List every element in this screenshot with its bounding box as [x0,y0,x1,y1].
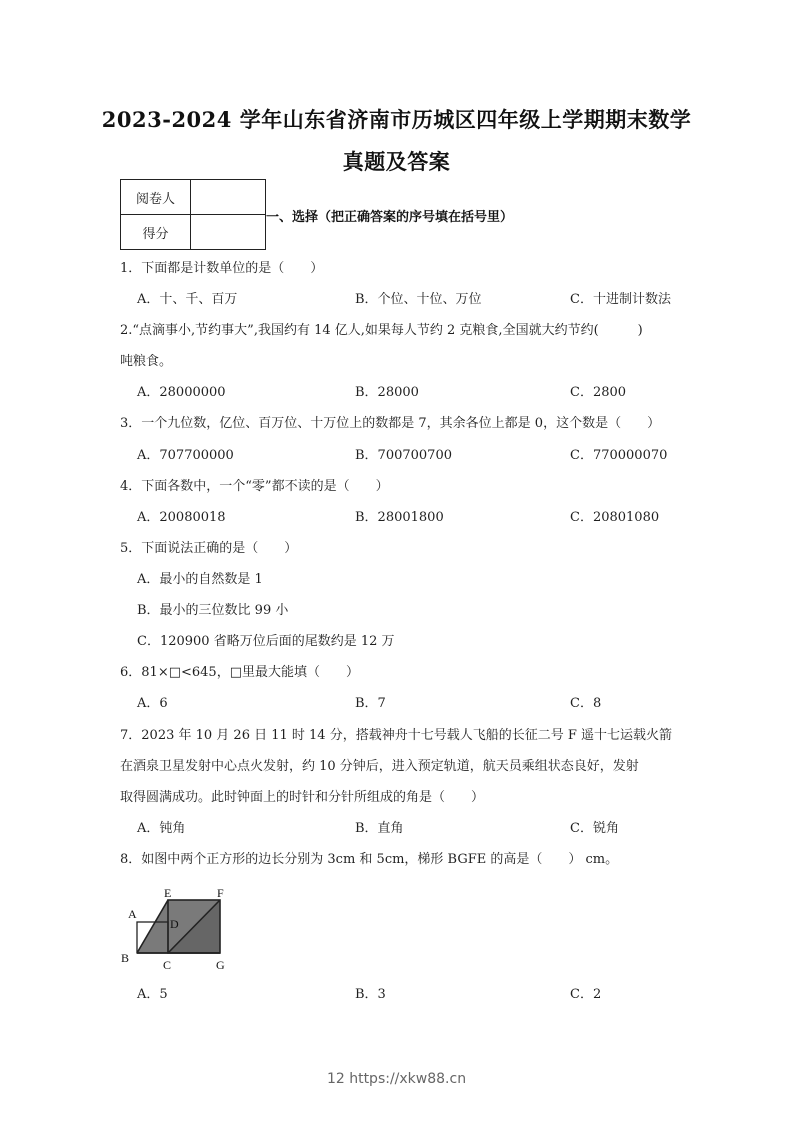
page-footer: 12 https://xkw88.cn [326,1071,467,1087]
question-6-option-a: A．6 [137,696,168,711]
question-4-option-a: A．20080018 [137,510,226,525]
svg-text:D: D [170,917,179,931]
svg-text:B: B [121,951,130,965]
question-3-option-a: A．707700000 [137,448,234,463]
score-field [191,215,266,250]
question-5-option-b: B．最小的三位数比 99 小 [137,603,289,618]
question-2-option-b: B．28000 [355,385,419,400]
question-2-stem-line-1: 2.“点滴事小,节约事大”,我国约有 14 亿人,如果每人节约 2 克粮食,全国就大约节约( ) [120,323,643,338]
question-7-option-a: A．钝角 [137,821,186,836]
question-4-option-b: B．28001800 [355,510,444,525]
document-title-line-1: 2023-2024 学年山东省济南市历城区四年级上学期期末数学 [101,107,692,132]
document-title-line-2: 真题及答案 [342,149,451,174]
question-2-option-a: A．28000000 [137,385,226,400]
question-3-option-c: C．770000070 [570,448,668,463]
question-2-stem-line-2: 吨粮食。 [120,354,173,369]
question-7-stem-line-3: 取得圆满成功。此时钟面上的时针和分针所组成的角是（ ） [120,790,485,805]
question-2-option-c: C．2800 [570,385,627,400]
question-8-stem: 8．如图中两个正方形的边长分别为 3cm 和 5cm，梯形 BGFE 的高是（ ） cm。 [120,852,619,867]
question-3-option-b: B．700700700 [355,448,452,463]
question-7-option-b: B．直角 [355,821,404,836]
score-table-row-grader [121,180,266,215]
question-1-option-a: A．十、千、百万 [137,292,238,307]
svg-text:C: C [163,958,172,972]
question-6-option-b: B．7 [355,696,386,711]
svg-text:A: A [128,907,137,921]
question-1-option-b: B．个位、十位、万位 [355,292,482,307]
svg-text:F: F [217,886,224,900]
grader-label: 阅卷人 [121,180,191,215]
question-5-option-a: A．最小的自然数是 1 [137,572,263,587]
question-3-stem: 3．一个九位数，亿位、百万位、十万位上的数都是 7，其余各位上都是 0，这个数是（ ） [120,416,661,431]
section-heading: 一、选择（把正确答案的序号填在括号里） [266,210,514,225]
question-6-option-c: C．8 [570,696,602,711]
score-label: 得分 [121,215,191,250]
question-4-stem: 4．下面各数中，一个“零”都不读的是（ ） [120,479,389,494]
question-1-stem: 1．下面都是计数单位的是（ ） [120,261,324,276]
question-6-stem: 6．81×□<645，□里最大能填（ ） [120,665,359,680]
question-7-option-c: C．锐角 [570,821,619,836]
question-1-option-c: C．十进制计数法 [570,292,671,307]
two-squares-trapezoid-figure [118,882,238,972]
question-5-option-c: C．120900 省略万位后面的尾数约是 12 万 [137,634,395,649]
question-8-option-a: A．5 [137,987,168,1002]
score-table-row-score [121,215,266,250]
question-7-stem-line-2: 在酒泉卫星发射中心点火发射，约 10 分钟后，进入预定轨道，航天员乘组状态良好，发射 [120,759,639,774]
question-8-option-c: C．2 [570,987,602,1002]
score-table [120,179,266,250]
question-4-option-c: C．20801080 [570,510,660,525]
svg-text:G: G [216,958,225,972]
question-5-stem: 5．下面说法正确的是（ ） [120,541,298,556]
grader-field [191,180,266,215]
question-8-option-b: B．3 [355,987,386,1002]
svg-text:E: E [164,886,172,900]
question-7-stem-line-1: 7．2023 年 10 月 26 日 11 时 14 分，搭载神舟十七号载人飞船的长征二号 F 遥十七运载火箭 [120,728,672,743]
